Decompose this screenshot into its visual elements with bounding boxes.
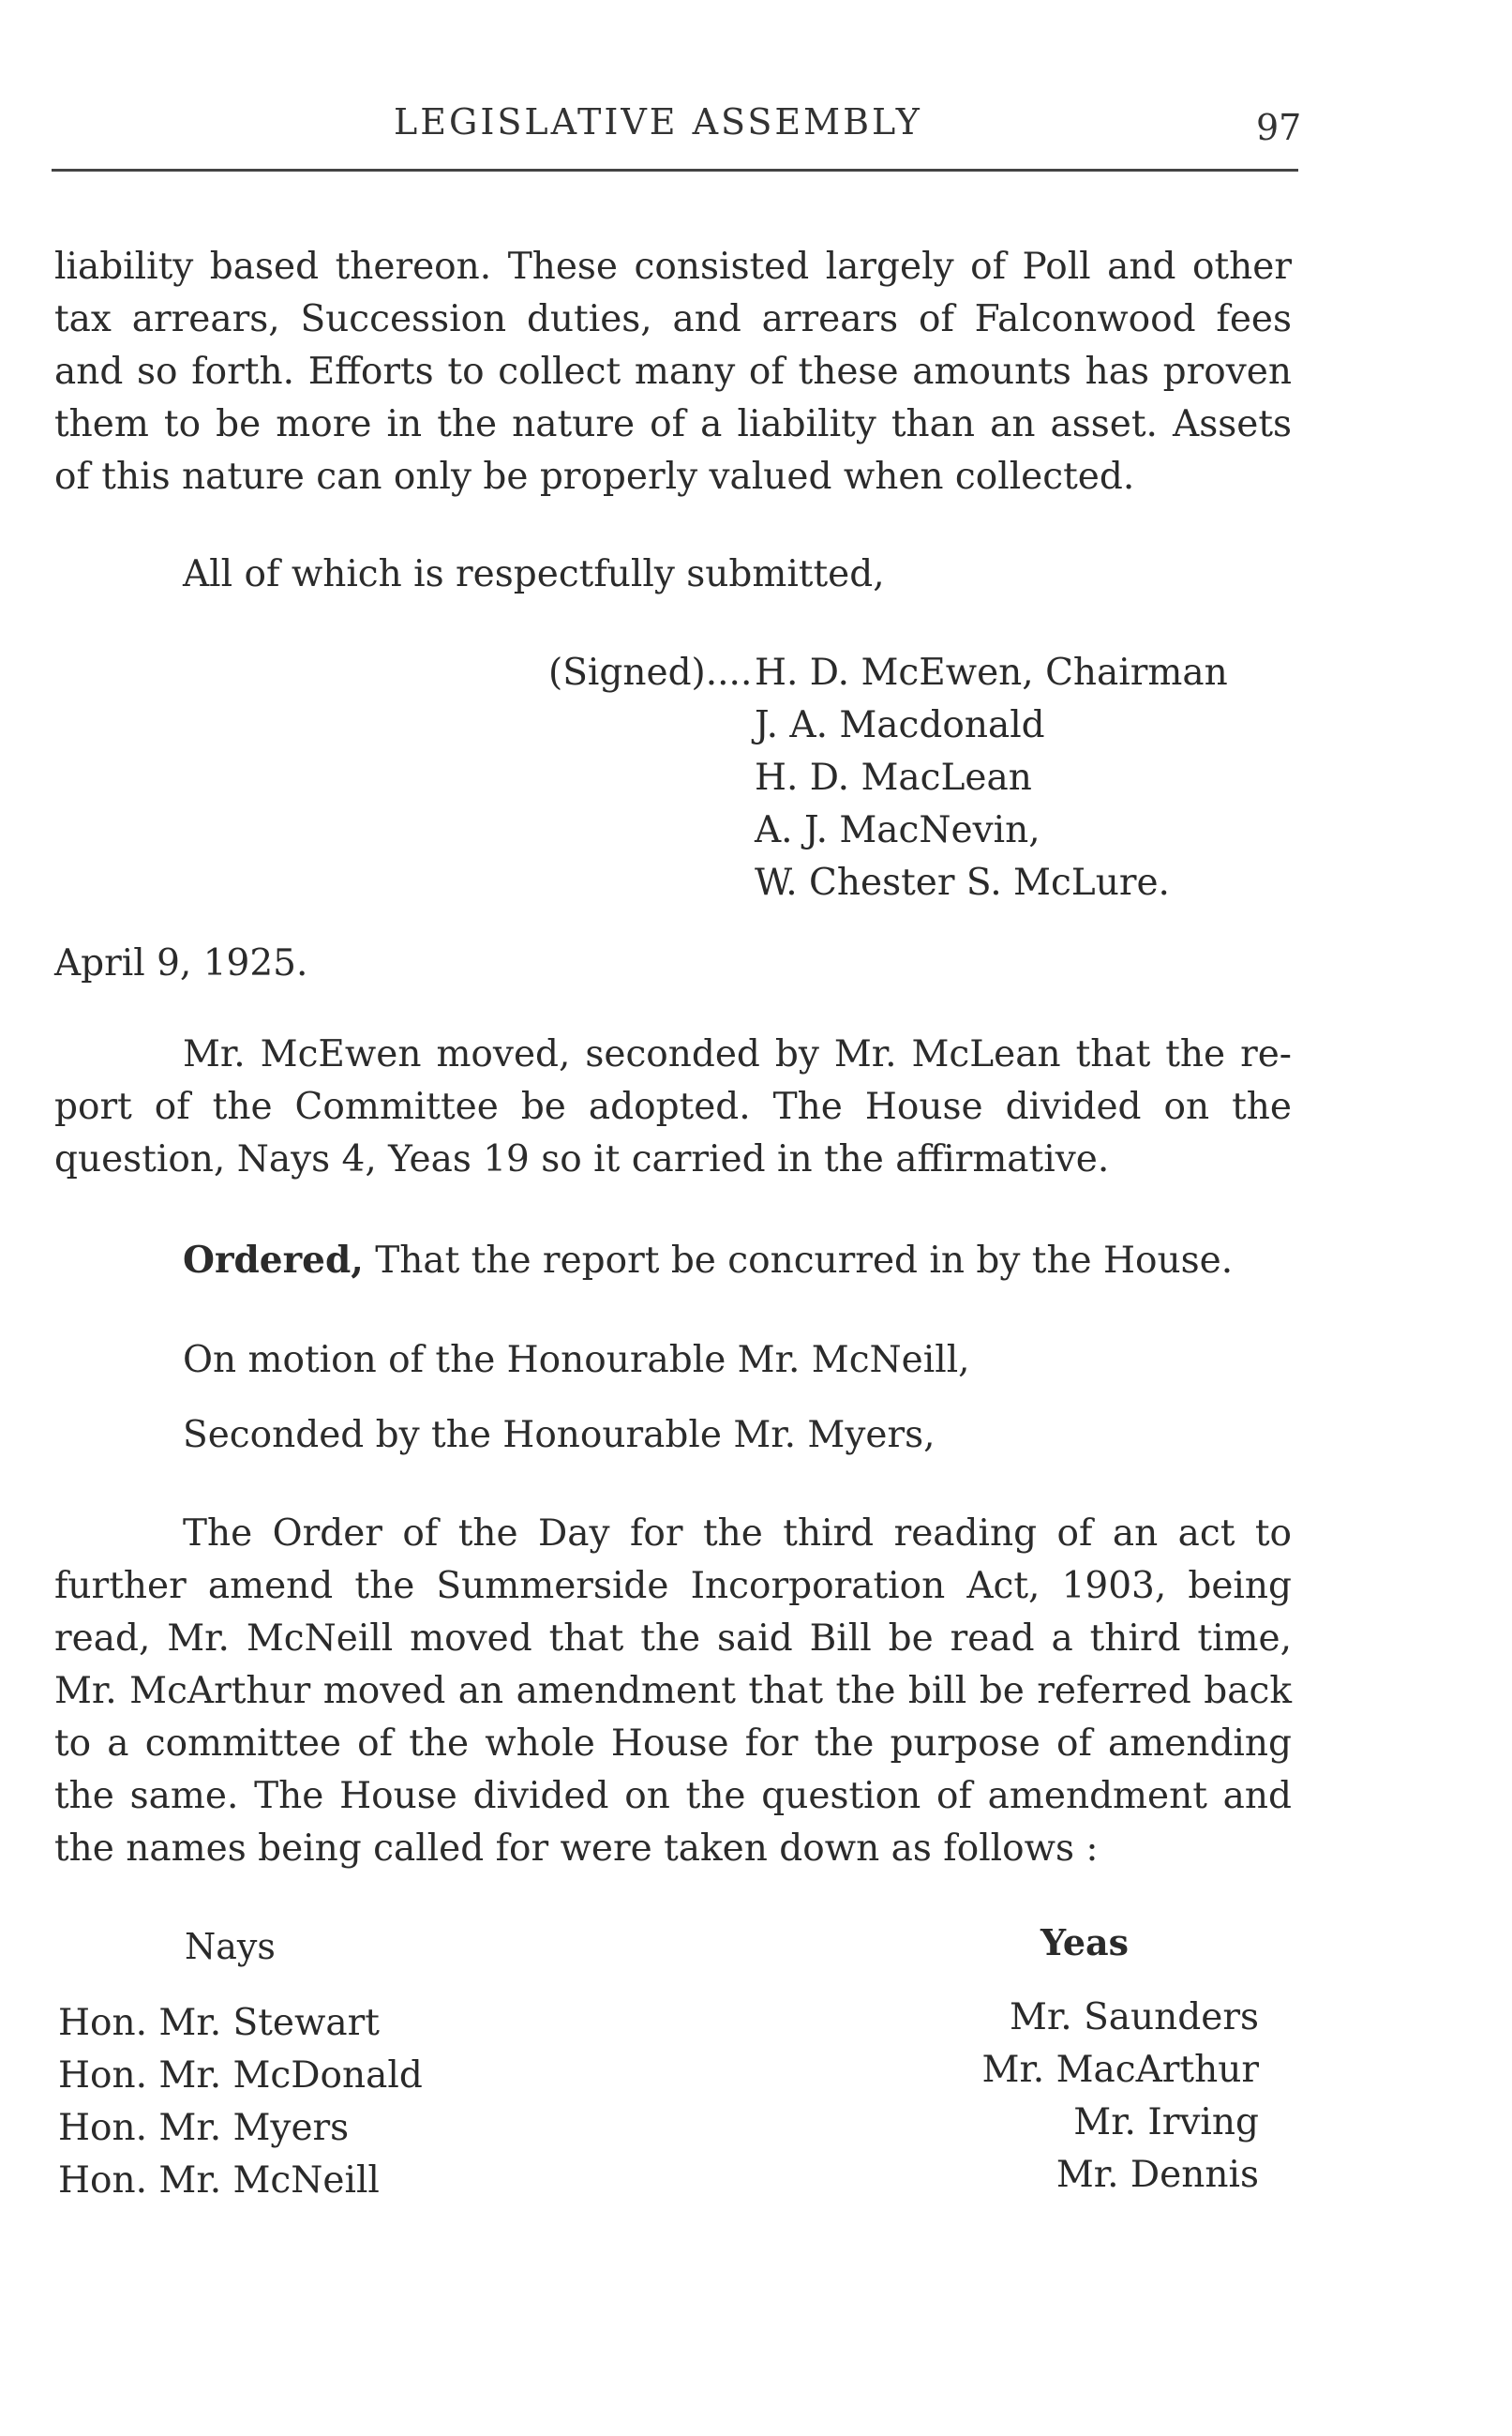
paragraph-line: question, Nays 4, Yeas 19 so it carried in the affirmative. — [54, 1138, 1110, 1180]
paragraph-line: of this nature can only be properly valued when collected. — [54, 456, 1135, 498]
report-date: April 9, 1925. — [54, 942, 308, 985]
paragraph-line: further amend the Summerside Incorporation Act, 1903, being — [54, 1565, 1292, 1607]
signed-prefix: (Signed).... — [548, 652, 753, 694]
closing-line: All of which is respectfully submitted, — [183, 553, 885, 595]
signatory-name: W. Chester S. McLure. — [755, 862, 1170, 904]
yea-member: Mr. Irving — [1073, 2101, 1259, 2143]
nay-member: Hon. Mr. McDonald — [58, 2054, 423, 2097]
paragraph-line: read, Mr. McNeill moved that the said Bill be read a third time, — [54, 1617, 1292, 1660]
paragraph-line: The Order of the Day for the third reading of an act to — [183, 1512, 1292, 1555]
paragraph-line: and so forth. Efforts to collect many of these amounts has proven — [54, 351, 1292, 393]
running-header-title: LEGISLATIVE ASSEMBLY — [394, 101, 922, 143]
paragraph-line: liability based thereon. These consisted largely of Poll and other — [54, 246, 1292, 288]
nay-member: Hon. Mr. Stewart — [58, 2002, 380, 2044]
motion-line: On motion of the Honourable Mr. McNeill, — [183, 1339, 970, 1381]
page-number: 97 — [1256, 107, 1302, 148]
paragraph-line: port of the Committee be adopted. The House divided on the — [54, 1086, 1292, 1128]
paragraph-line: them to be more in the nature of a liability than an asset. Assets — [54, 403, 1292, 445]
header-rule — [52, 169, 1298, 172]
ordered-label: Ordered, — [183, 1239, 364, 1282]
paragraph-line: Mr. McEwen moved, seconded by Mr. McLean that the re- — [183, 1033, 1292, 1075]
signatory-name: J. A. Macdonald — [755, 704, 1045, 746]
yea-member: Mr. Saunders — [1010, 1996, 1259, 2038]
paragraph-third-reading — [54, 1508, 1292, 1875]
paragraph-line: to a committee of the whole House for the purpose of amending — [54, 1722, 1292, 1765]
signatory-name: H. D. MacLean — [755, 757, 1032, 799]
yea-member: Mr. MacArthur — [981, 2049, 1259, 2091]
seconded-line: Seconded by the Honourable Mr. Myers, — [183, 1414, 936, 1456]
paragraph-motion-adopt — [54, 1029, 1292, 1186]
paragraph-line: tax arrears, Succession duties, and arrears of Falconwood fees — [54, 298, 1292, 340]
paragraph-line: the names being called for were taken down as follows : — [54, 1827, 1099, 1870]
nay-member: Hon. Mr. Myers — [58, 2107, 350, 2149]
nay-member: Hon. Mr. McNeill — [58, 2159, 380, 2202]
signatory-name: A. J. MacNevin, — [755, 809, 1040, 851]
nays-heading: Nays — [185, 1926, 276, 1967]
yea-member: Mr. Dennis — [1055, 2154, 1259, 2196]
yeas-heading: Yeas — [1040, 1921, 1130, 1963]
paragraph-line: the same. The House divided on the question of amendment and — [54, 1775, 1292, 1817]
paragraph-line: Mr. McArthur moved an amendment that the bill be referred back — [54, 1670, 1292, 1712]
signatory-name: H. D. McEwen, Chairman — [755, 652, 1228, 694]
ordered-text: That the report be concurred in by the House. — [375, 1240, 1234, 1282]
paragraph-assets — [54, 241, 1292, 504]
ordered-line — [183, 1234, 1233, 1287]
